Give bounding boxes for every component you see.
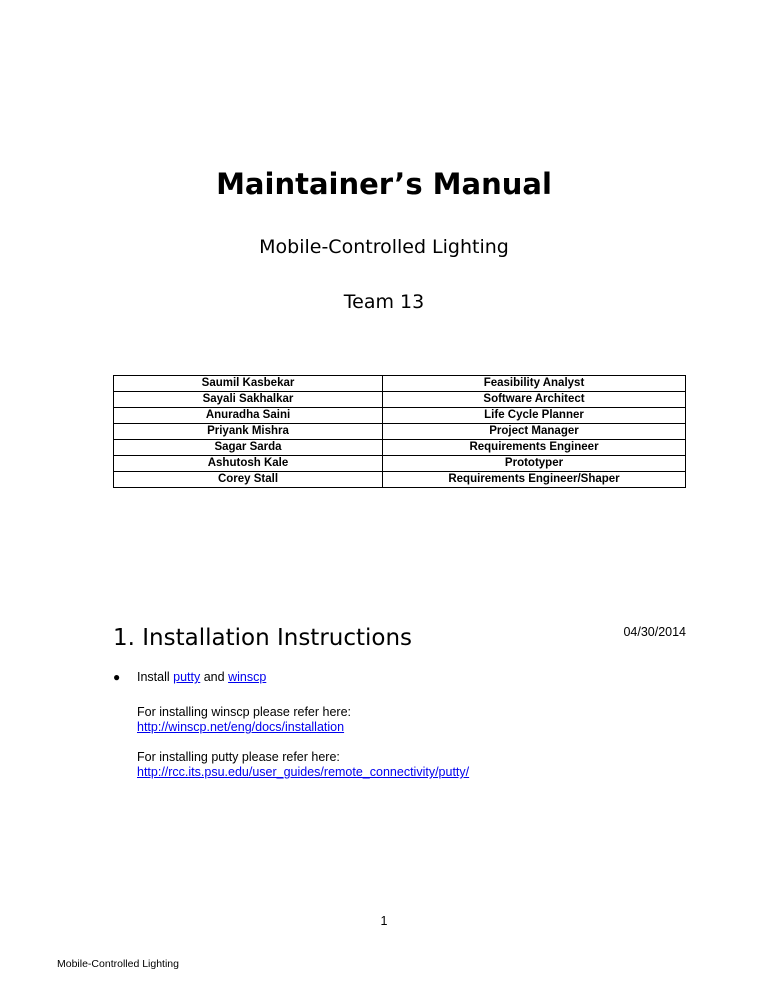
putty-instructions-text: For installing putty please refer here:	[137, 750, 340, 764]
winscp-instructions-text: For installing winscp please refer here:	[137, 705, 351, 719]
team-members-table	[113, 375, 686, 488]
team-name: Team 13	[343, 291, 425, 313]
table-row	[114, 472, 686, 488]
document-date: 04/30/2014	[623, 625, 686, 639]
member-role: Feasibility Analyst	[383, 376, 686, 392]
bullet-conjunction: and	[200, 670, 229, 684]
member-name: Anuradha Saini	[114, 408, 383, 424]
member-role: Life Cycle Planner	[383, 408, 686, 424]
table-row	[114, 392, 686, 408]
member-name: Corey Stall	[114, 472, 383, 488]
member-name: Ashutosh Kale	[114, 456, 383, 472]
member-name: Priyank Mishra	[114, 424, 383, 440]
table-row	[114, 424, 686, 440]
member-role: Prototyper	[383, 456, 686, 472]
putty-link[interactable]: putty	[173, 670, 201, 684]
table-row	[114, 376, 686, 392]
page-footer: Mobile-Controlled Lighting	[57, 958, 179, 970]
table-row	[114, 456, 686, 472]
member-name: Sayali Sakhalkar	[114, 392, 383, 408]
member-role: Software Architect	[383, 392, 686, 408]
table-row	[114, 440, 686, 456]
putty-installation-link[interactable]: http://rcc.its.psu.edu/user_guides/remote_connectivity/putty/	[137, 765, 470, 779]
bullet-icon: ●	[113, 670, 121, 684]
member-role: Project Manager	[383, 424, 686, 440]
winscp-installation-link[interactable]: http://winscp.net/eng/docs/installation	[137, 720, 345, 734]
winscp-link[interactable]: winscp	[228, 670, 267, 684]
page-number: 1	[380, 914, 388, 928]
bullet-text	[137, 669, 266, 685]
member-role: Requirements Engineer	[383, 440, 686, 456]
bullet-prefix: Install	[137, 670, 174, 684]
document-title: Maintainer’s Manual	[216, 167, 552, 201]
member-name: Saumil Kasbekar	[114, 376, 383, 392]
project-name: Mobile-Controlled Lighting	[259, 236, 509, 258]
section-heading: 1. Installation Instructions	[113, 625, 413, 651]
member-name: Sagar Sarda	[114, 440, 383, 456]
table-row	[114, 408, 686, 424]
member-role: Requirements Engineer/Shaper	[383, 472, 686, 488]
